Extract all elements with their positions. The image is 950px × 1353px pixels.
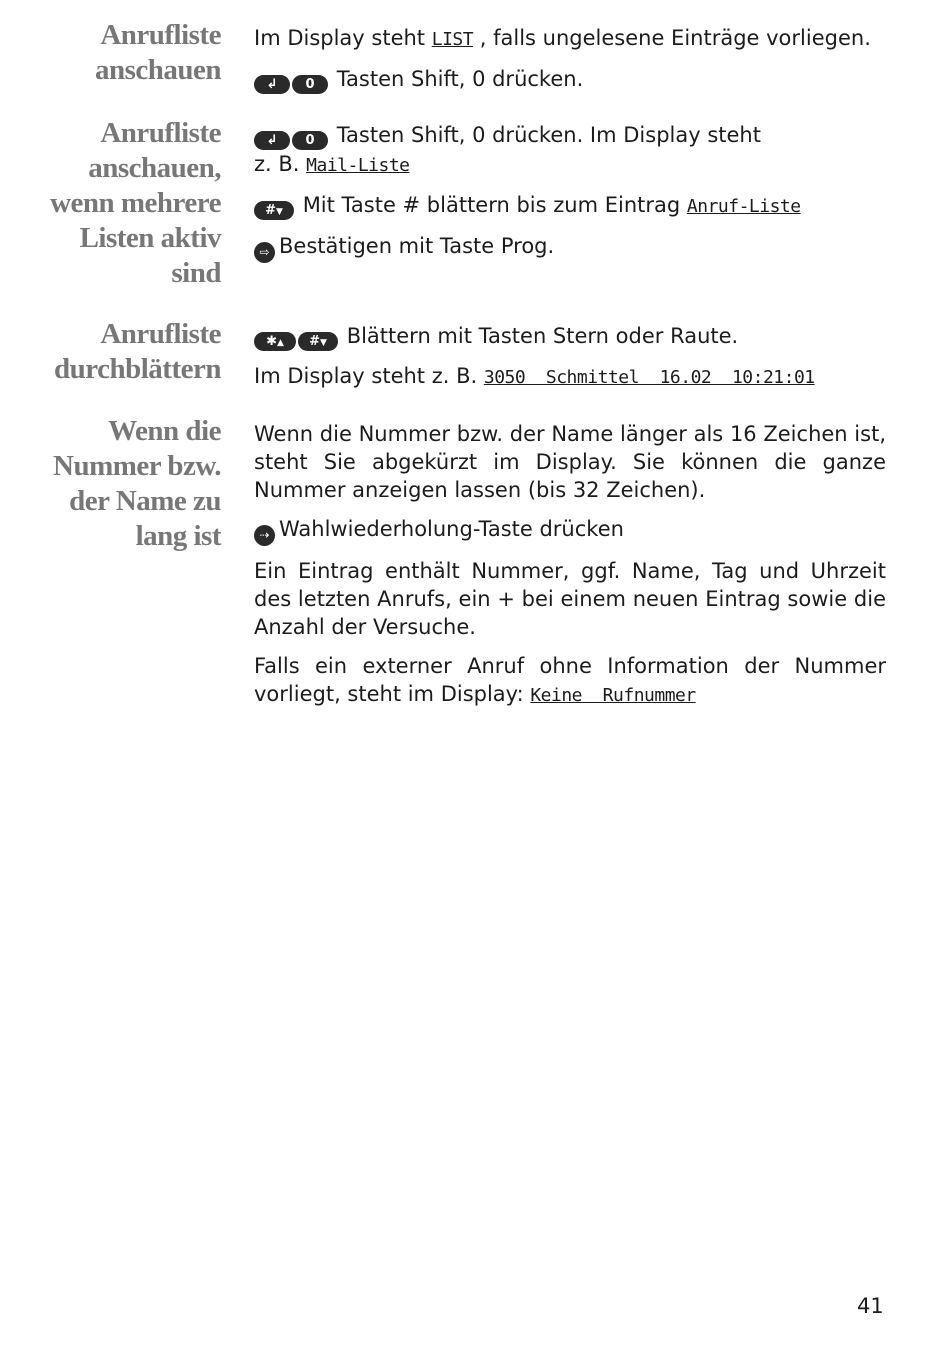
up-glyph: ▲ [276, 338, 284, 348]
redial-key-icon: ⇢ [254, 525, 275, 546]
prog-key-icon: ⇨ [254, 242, 275, 263]
mail-liste-line [254, 150, 886, 180]
hash-glyph: # [265, 203, 276, 218]
lcd-display-text: LIST [431, 29, 474, 50]
hash-down-key-icon [298, 332, 338, 351]
instruction-text: Tasten Shift, 0 drücken. Im Display steht [336, 123, 761, 147]
hash-glyph: # [309, 334, 320, 349]
lcd-display-text: Anruf-Liste [686, 196, 801, 217]
redial-instruction [254, 515, 886, 546]
lcd-display-text: Mail-Liste [306, 155, 410, 176]
shift-key-icon: ↲ [254, 131, 290, 150]
zero-key-icon: 0 [292, 75, 328, 94]
instruction-text: Wahlwiederholung-Taste drücken [279, 517, 624, 541]
down-glyph: ▼ [319, 338, 327, 348]
heading-nummer-zu-lang: Wenn die Nummer bzw. der Name zu lang ist [53, 415, 221, 552]
section-mehrere-listen [254, 121, 886, 263]
lcd-display-text: Keine Rufnummer [530, 685, 696, 706]
star-hash-instruction [254, 322, 886, 351]
paragraph-externer-anruf [254, 652, 886, 710]
lcd-display-text: 3050 Schmittel 16.02 10:21:01 [483, 367, 815, 388]
shift-0-instruction [254, 65, 886, 94]
text-segment: Falls ein externer Anruf ohne Information der Nummer vorliegt, steht im Display: [254, 654, 886, 706]
shift-key-icon: ↲ [254, 75, 290, 94]
prog-instruction [254, 232, 886, 263]
section-nummer-zu-lang [254, 420, 886, 710]
text-segment: , falls ungelesene Einträge vorliegen. [473, 26, 871, 50]
hash-down-key-icon [254, 201, 294, 220]
shift-0-instruction [254, 121, 886, 150]
heading-anrufliste-anschauen: Anrufliste anschauen [94, 19, 221, 86]
down-glyph: ▼ [275, 207, 283, 217]
heading-durchblaettern: Anrufliste durchblättern [54, 318, 221, 385]
page-number: 41 [857, 1294, 884, 1318]
paragraph-eintrag: Ein Eintrag enthält Nummer, ggf. Name, Tag und Uhrzeit des letzten Anrufs, ein + bei einem neuen Eintrag sowie die Anzahl der Versuche. [254, 559, 886, 639]
section-anrufliste-anschauen [254, 24, 886, 94]
instruction-text: Tasten Shift, 0 drücken. [336, 67, 584, 91]
display-example-line [254, 362, 886, 392]
paragraph-abgekuerzt: Wenn die Nummer bzw. der Name länger als 16 Zeichen ist, steht Sie abgekürzt im Display. Sie können die ganze Nummer anzeigen lassen (bis 32 Zeichen). [254, 422, 886, 502]
star-glyph: ✱ [266, 334, 277, 349]
text-segment: Im Display steht z. B. [254, 364, 484, 388]
display-list-line [254, 24, 886, 54]
star-up-key-icon [254, 332, 296, 351]
text-segment: z. B. [254, 152, 307, 176]
text-segment: Im Display steht [254, 26, 432, 50]
heading-mehrere-listen: Anrufliste anschauen, wenn mehrere Listen aktiv sind [50, 117, 221, 289]
instruction-text: Bestätigen mit Taste Prog. [279, 234, 555, 258]
instruction-text: Mit Taste # blättern bis zum Eintrag [302, 193, 687, 217]
zero-key-icon: 0 [292, 131, 328, 150]
hash-instruction [254, 191, 886, 221]
instruction-text: Blättern mit Tasten Stern oder Raute. [346, 324, 739, 348]
section-durchblaettern [254, 322, 886, 392]
